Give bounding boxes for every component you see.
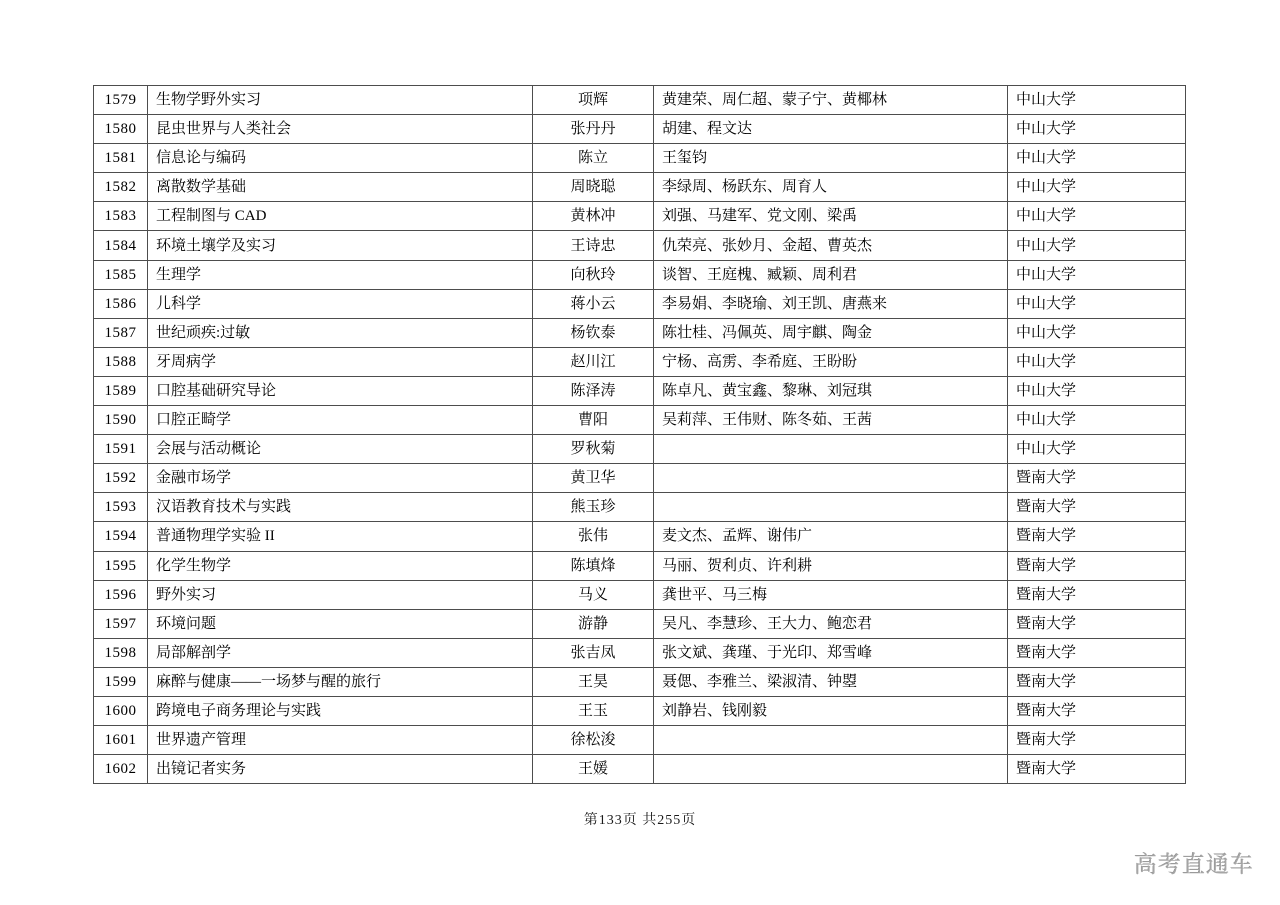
cell-row-number: 1590 — [94, 406, 148, 435]
cell-team-members: 黄建荣、周仁超、蒙子宁、黄椰林 — [654, 86, 1008, 115]
cell-course-leader: 罗秋菊 — [533, 435, 654, 464]
cell-course-leader: 陈填烽 — [533, 551, 654, 580]
cell-course-name: 局部解剖学 — [148, 638, 533, 667]
cell-university-name: 中山大学 — [1008, 376, 1186, 405]
cell-university-name: 暨南大学 — [1008, 755, 1186, 784]
cell-university-name: 中山大学 — [1008, 86, 1186, 115]
cell-row-number: 1586 — [94, 289, 148, 318]
course-table — [93, 85, 1186, 784]
cell-course-name: 生理学 — [148, 260, 533, 289]
cell-row-number: 1597 — [94, 609, 148, 638]
cell-row-number: 1602 — [94, 755, 148, 784]
cell-team-members: 胡建、程文达 — [654, 115, 1008, 144]
cell-course-leader: 王玉 — [533, 696, 654, 725]
cell-course-name: 口腔基础研究导论 — [148, 376, 533, 405]
cell-team-members: 张文斌、龚瑾、于光印、郑雪峰 — [654, 638, 1008, 667]
cell-course-name: 工程制图与 CAD — [148, 202, 533, 231]
cell-row-number: 1596 — [94, 580, 148, 609]
table-row — [94, 260, 1186, 289]
cell-team-members — [654, 435, 1008, 464]
table-row — [94, 289, 1186, 318]
table-row — [94, 202, 1186, 231]
cell-course-name: 麻醉与健康——一场梦与醒的旅行 — [148, 667, 533, 696]
cell-university-name: 中山大学 — [1008, 115, 1186, 144]
cell-course-name: 会展与活动概论 — [148, 435, 533, 464]
cell-university-name: 暨南大学 — [1008, 464, 1186, 493]
cell-team-members — [654, 726, 1008, 755]
cell-university-name: 暨南大学 — [1008, 726, 1186, 755]
cell-team-members: 麦文杰、孟辉、谢伟广 — [654, 522, 1008, 551]
cell-row-number: 1584 — [94, 231, 148, 260]
cell-course-leader: 周晓聪 — [533, 173, 654, 202]
cell-course-leader: 游静 — [533, 609, 654, 638]
cell-course-name: 环境土壤学及实习 — [148, 231, 533, 260]
cell-course-leader: 黄卫华 — [533, 464, 654, 493]
cell-team-members: 龚世平、马三梅 — [654, 580, 1008, 609]
cell-course-name: 离散数学基础 — [148, 173, 533, 202]
cell-team-members: 谈智、王庭槐、臧颖、周利君 — [654, 260, 1008, 289]
cell-course-leader: 陈立 — [533, 144, 654, 173]
table-row — [94, 318, 1186, 347]
table-row — [94, 435, 1186, 464]
cell-team-members: 陈卓凡、黄宝鑫、黎琳、刘冠琪 — [654, 376, 1008, 405]
cell-course-leader: 杨钦泰 — [533, 318, 654, 347]
cell-university-name: 中山大学 — [1008, 144, 1186, 173]
cell-row-number: 1580 — [94, 115, 148, 144]
cell-course-name: 信息论与编码 — [148, 144, 533, 173]
cell-university-name: 中山大学 — [1008, 231, 1186, 260]
table-row — [94, 144, 1186, 173]
watermark-text: 高考直通车 — [1134, 851, 1254, 877]
cell-team-members: 李易娟、李晓瑜、刘王凯、唐燕来 — [654, 289, 1008, 318]
cell-team-members: 刘强、马建军、党文刚、梁禹 — [654, 202, 1008, 231]
cell-university-name: 中山大学 — [1008, 260, 1186, 289]
cell-row-number: 1589 — [94, 376, 148, 405]
table-row — [94, 609, 1186, 638]
cell-row-number: 1600 — [94, 696, 148, 725]
cell-row-number: 1579 — [94, 86, 148, 115]
cell-university-name: 暨南大学 — [1008, 522, 1186, 551]
cell-course-name: 化学生物学 — [148, 551, 533, 580]
cell-course-leader: 王诗忠 — [533, 231, 654, 260]
table-row — [94, 347, 1186, 376]
cell-university-name: 中山大学 — [1008, 347, 1186, 376]
cell-course-name: 儿科学 — [148, 289, 533, 318]
cell-course-name: 生物学野外实习 — [148, 86, 533, 115]
table-row — [94, 667, 1186, 696]
cell-row-number: 1581 — [94, 144, 148, 173]
cell-team-members: 宁杨、高雳、李希庭、王盼盼 — [654, 347, 1008, 376]
cell-course-leader: 王媛 — [533, 755, 654, 784]
cell-university-name: 暨南大学 — [1008, 493, 1186, 522]
table-row — [94, 580, 1186, 609]
cell-course-name: 金融市场学 — [148, 464, 533, 493]
cell-row-number: 1592 — [94, 464, 148, 493]
table-row — [94, 86, 1186, 115]
cell-team-members: 马丽、贺利贞、许利耕 — [654, 551, 1008, 580]
cell-row-number: 1594 — [94, 522, 148, 551]
cell-course-name: 昆虫世界与人类社会 — [148, 115, 533, 144]
cell-team-members: 王玺钧 — [654, 144, 1008, 173]
cell-row-number: 1588 — [94, 347, 148, 376]
cell-course-name: 世界遗产管理 — [148, 726, 533, 755]
cell-row-number: 1587 — [94, 318, 148, 347]
cell-course-name: 普通物理学实验 II — [148, 522, 533, 551]
cell-course-name: 跨境电子商务理论与实践 — [148, 696, 533, 725]
cell-course-name: 牙周病学 — [148, 347, 533, 376]
table-row — [94, 522, 1186, 551]
cell-university-name: 暨南大学 — [1008, 638, 1186, 667]
cell-course-leader: 蒋小云 — [533, 289, 654, 318]
table-row — [94, 493, 1186, 522]
page-number-footer: 第133页 共255页 — [583, 813, 697, 828]
table-row — [94, 231, 1186, 260]
cell-university-name: 暨南大学 — [1008, 667, 1186, 696]
cell-course-leader: 徐松浚 — [533, 726, 654, 755]
cell-row-number: 1599 — [94, 667, 148, 696]
cell-row-number: 1582 — [94, 173, 148, 202]
cell-row-number: 1595 — [94, 551, 148, 580]
cell-course-leader: 赵川江 — [533, 347, 654, 376]
cell-team-members: 李绿周、杨跃东、周育人 — [654, 173, 1008, 202]
cell-course-leader: 王昊 — [533, 667, 654, 696]
cell-university-name: 中山大学 — [1008, 435, 1186, 464]
cell-course-name: 汉语教育技术与实践 — [148, 493, 533, 522]
cell-team-members: 陈壮桂、冯佩英、周宇麒、陶金 — [654, 318, 1008, 347]
cell-course-leader: 熊玉珍 — [533, 493, 654, 522]
cell-team-members — [654, 464, 1008, 493]
cell-course-name: 世纪顽疾:过敏 — [148, 318, 533, 347]
cell-team-members: 刘静岩、钱刚毅 — [654, 696, 1008, 725]
cell-course-leader: 黄林冲 — [533, 202, 654, 231]
cell-course-leader: 马义 — [533, 580, 654, 609]
table-row — [94, 115, 1186, 144]
cell-course-leader: 向秋玲 — [533, 260, 654, 289]
cell-course-leader: 陈泽涛 — [533, 376, 654, 405]
cell-university-name: 中山大学 — [1008, 289, 1186, 318]
table-row — [94, 726, 1186, 755]
cell-university-name: 中山大学 — [1008, 318, 1186, 347]
cell-team-members: 聂偲、李雅兰、梁淑清、钟曌 — [654, 667, 1008, 696]
cell-row-number: 1601 — [94, 726, 148, 755]
cell-course-name: 出镜记者实务 — [148, 755, 533, 784]
cell-course-leader: 曹阳 — [533, 406, 654, 435]
table-row — [94, 696, 1186, 725]
table-row — [94, 376, 1186, 405]
table-row — [94, 755, 1186, 784]
cell-university-name: 暨南大学 — [1008, 580, 1186, 609]
cell-course-name: 口腔正畸学 — [148, 406, 533, 435]
cell-university-name: 中山大学 — [1008, 406, 1186, 435]
cell-course-leader: 张伟 — [533, 522, 654, 551]
table-row — [94, 464, 1186, 493]
course-table-body — [94, 86, 1186, 784]
cell-course-leader: 张吉凤 — [533, 638, 654, 667]
cell-row-number: 1583 — [94, 202, 148, 231]
cell-team-members — [654, 493, 1008, 522]
cell-team-members — [654, 755, 1008, 784]
table-row — [94, 551, 1186, 580]
cell-team-members: 仇荣亮、张妙月、金超、曹英杰 — [654, 231, 1008, 260]
cell-university-name: 暨南大学 — [1008, 551, 1186, 580]
table-row — [94, 406, 1186, 435]
table-row — [94, 638, 1186, 667]
cell-course-leader: 项辉 — [533, 86, 654, 115]
cell-row-number: 1598 — [94, 638, 148, 667]
cell-university-name: 中山大学 — [1008, 173, 1186, 202]
cell-course-name: 野外实习 — [148, 580, 533, 609]
cell-university-name: 暨南大学 — [1008, 609, 1186, 638]
cell-course-name: 环境问题 — [148, 609, 533, 638]
cell-team-members: 吴凡、李慧珍、王大力、鲍恋君 — [654, 609, 1008, 638]
cell-university-name: 暨南大学 — [1008, 696, 1186, 725]
cell-row-number: 1591 — [94, 435, 148, 464]
cell-course-leader: 张丹丹 — [533, 115, 654, 144]
cell-row-number: 1593 — [94, 493, 148, 522]
cell-university-name: 中山大学 — [1008, 202, 1186, 231]
cell-row-number: 1585 — [94, 260, 148, 289]
cell-team-members: 吴莉萍、王伟财、陈冬茹、王茜 — [654, 406, 1008, 435]
table-row — [94, 173, 1186, 202]
